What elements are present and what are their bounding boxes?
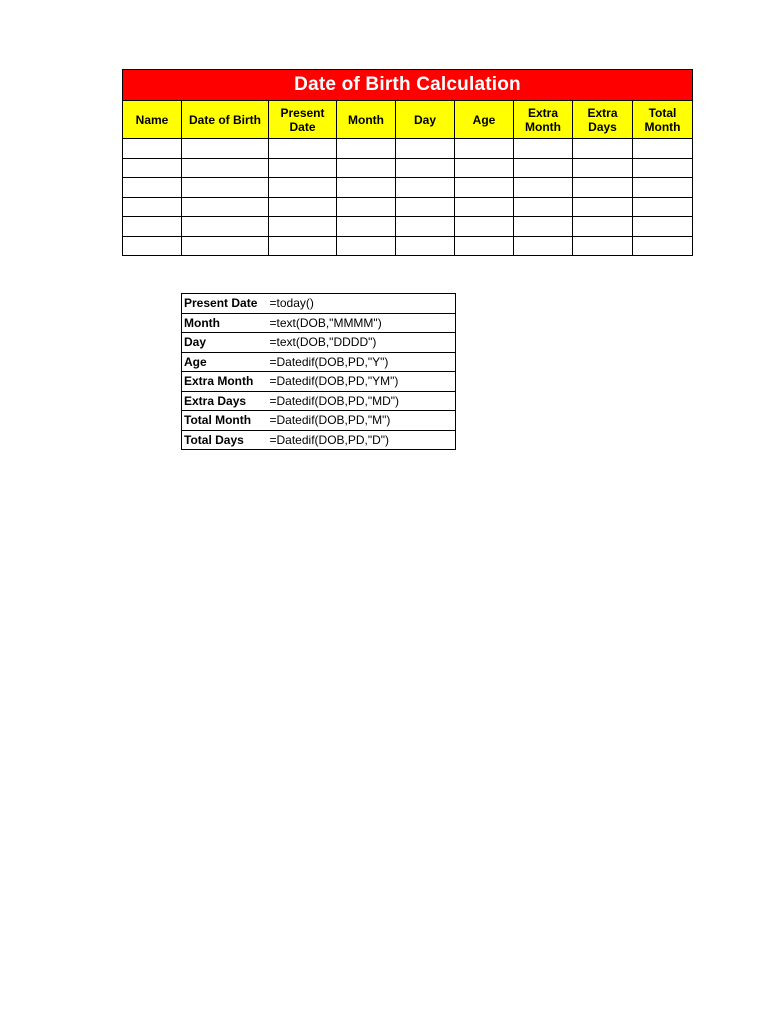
table-row [123,178,693,198]
cell-age[interactable] [455,217,514,237]
cell-day[interactable] [396,197,455,217]
header-name-label: Name [135,112,169,127]
cell-total-month[interactable] [633,178,693,198]
header-month[interactable] [337,101,396,139]
formula-row [182,333,456,353]
header-total-month-label: Total Month [644,105,681,134]
formula-value[interactable]: =today() [268,294,456,314]
formula-value[interactable]: =text(DOB,"DDDD") [268,333,456,353]
cell-name[interactable] [123,158,182,178]
formula-row [182,411,456,431]
header-extra-days[interactable] [573,101,633,139]
cell-date-of-birth[interactable] [182,158,269,178]
formula-reference-table [181,293,456,450]
cell-extra-days[interactable] [573,236,633,256]
cell-extra-days[interactable] [573,158,633,178]
cell-month[interactable] [337,178,396,198]
cell-total-month[interactable] [633,158,693,178]
formula-label[interactable]: Total Month [182,411,268,431]
cell-name[interactable] [123,236,182,256]
cell-name[interactable] [123,139,182,159]
formula-row [182,372,456,392]
cell-total-month[interactable] [633,139,693,159]
cell-extra-month[interactable] [514,178,573,198]
cell-extra-days[interactable] [573,217,633,237]
header-total-month[interactable] [633,101,693,139]
formula-label[interactable]: Present Date [182,294,268,314]
cell-total-month[interactable] [633,236,693,256]
header-name[interactable] [123,101,182,139]
cell-date-of-birth[interactable] [182,217,269,237]
cell-name[interactable] [123,178,182,198]
cell-extra-days[interactable] [573,139,633,159]
cell-total-month[interactable] [633,217,693,237]
formula-label[interactable]: Extra Month [182,372,268,392]
formula-row [182,352,456,372]
cell-day[interactable] [396,158,455,178]
header-row [123,101,693,139]
formula-label[interactable]: Day [182,333,268,353]
table-row [123,236,693,256]
formula-row [182,430,456,450]
header-age-label: Age [472,112,496,127]
table-row [123,158,693,178]
header-extra-days-label: Extra Days [587,105,618,134]
cell-extra-days[interactable] [573,178,633,198]
cell-age[interactable] [455,236,514,256]
formula-label[interactable]: Month [182,313,268,333]
formula-value[interactable]: =text(DOB,"MMMM") [268,313,456,333]
cell-age[interactable] [455,197,514,217]
table-row [123,139,693,159]
cell-total-month[interactable] [633,197,693,217]
formula-label[interactable]: Extra Days [182,391,268,411]
cell-age[interactable] [455,139,514,159]
cell-present-date[interactable] [269,178,337,198]
cell-date-of-birth[interactable] [182,178,269,198]
cell-present-date[interactable] [269,158,337,178]
cell-present-date[interactable] [269,217,337,237]
cell-month[interactable] [337,217,396,237]
header-age[interactable] [455,101,514,139]
cell-month[interactable] [337,197,396,217]
header-present-date-label: Present Date [280,105,325,134]
cell-extra-month[interactable] [514,158,573,178]
cell-month[interactable] [337,236,396,256]
formula-row [182,313,456,333]
cell-present-date[interactable] [269,197,337,217]
cell-day[interactable] [396,236,455,256]
formula-value[interactable]: =Datedif(DOB,PD,"D") [268,430,456,450]
cell-present-date[interactable] [269,139,337,159]
header-day-label: Day [413,112,436,127]
cell-name[interactable] [123,197,182,217]
cell-day[interactable] [396,217,455,237]
cell-extra-month[interactable] [514,236,573,256]
cell-month[interactable] [337,158,396,178]
table-row [123,217,693,237]
cell-extra-month[interactable] [514,139,573,159]
cell-month[interactable] [337,139,396,159]
header-month-label: Month [348,112,384,127]
formula-label[interactable]: Total Days [182,430,268,450]
cell-extra-month[interactable] [514,217,573,237]
formula-value[interactable]: =Datedif(DOB,PD,"M") [268,411,456,431]
cell-extra-month[interactable] [514,197,573,217]
formula-row [182,294,456,314]
header-extra-month-label: Extra Month [525,105,561,134]
cell-present-date[interactable] [269,236,337,256]
formula-row [182,391,456,411]
formula-value[interactable]: =Datedif(DOB,PD,"YM") [268,372,456,392]
cell-day[interactable] [396,178,455,198]
header-date-of-birth[interactable] [182,101,269,139]
formula-label[interactable]: Age [182,352,268,372]
cell-day[interactable] [396,139,455,159]
formula-value[interactable]: =Datedif(DOB,PD,"MD") [268,391,456,411]
cell-name[interactable] [123,217,182,237]
cell-extra-days[interactable] [573,197,633,217]
dob-calculation-table [122,69,693,256]
cell-date-of-birth[interactable] [182,197,269,217]
header-extra-month[interactable] [514,101,573,139]
cell-date-of-birth[interactable] [182,236,269,256]
cell-age[interactable] [455,178,514,198]
sheet-title: Date of Birth Calculation [123,70,693,101]
header-present-date[interactable] [269,101,337,139]
header-day[interactable] [396,101,455,139]
cell-age[interactable] [455,158,514,178]
formula-value[interactable]: =Datedif(DOB,PD,"Y") [268,352,456,372]
header-date-of-birth-label: Date of Birth [189,112,261,127]
cell-date-of-birth[interactable] [182,139,269,159]
table-row [123,197,693,217]
